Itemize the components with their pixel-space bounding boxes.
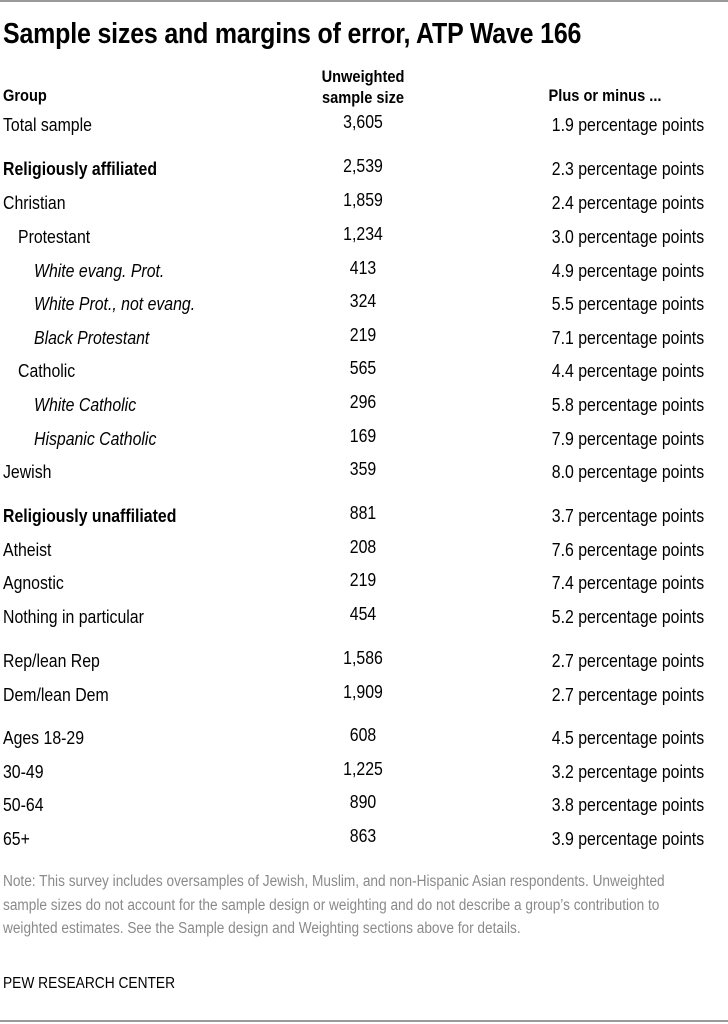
group-label: Total sample	[3, 115, 92, 135]
margin-of-error-value: 2.7 percentage points	[551, 651, 704, 671]
sample-size-value: 1,234	[343, 224, 383, 244]
table-row	[0, 503, 728, 534]
group-label: Catholic	[18, 361, 76, 381]
sample-size-value: 565	[349, 358, 377, 378]
table-row	[0, 291, 728, 322]
margin-of-error-value: 1.9 percentage points	[551, 115, 704, 135]
sample-size-value: 3,605	[343, 112, 383, 132]
group-label: 50-64	[3, 795, 44, 815]
group-label: Jewish	[3, 462, 52, 482]
margin-of-error-value: 3.7 percentage points	[551, 506, 704, 526]
group-label: Religiously affiliated	[3, 159, 158, 179]
column-header-group: Group	[3, 86, 47, 105]
table-row	[0, 224, 728, 255]
sample-size-value: 169	[349, 426, 377, 446]
group-label: Nothing in particular	[3, 607, 144, 627]
margin-of-error-value: 7.9 percentage points	[551, 429, 704, 449]
group-label: 30-49	[3, 762, 44, 782]
sample-size-value: 359	[349, 459, 377, 479]
sample-size-value: 1,909	[343, 682, 383, 702]
table-row	[0, 258, 728, 289]
group-label: Christian	[3, 193, 66, 213]
sample-size-value: 296	[349, 392, 377, 412]
margin-of-error-value: 3.8 percentage points	[551, 795, 704, 815]
margin-of-error-value: 4.5 percentage points	[551, 728, 704, 748]
margin-of-error-value: 2.4 percentage points	[551, 193, 704, 213]
sample-size-value: 324	[349, 291, 377, 311]
sample-size-value: 890	[349, 792, 377, 812]
table-row	[0, 459, 728, 490]
group-label: Agnostic	[3, 573, 64, 593]
bottom-rule	[0, 1020, 728, 1022]
sample-size-value: 454	[349, 604, 377, 624]
group-label: Rep/lean Rep	[3, 651, 100, 671]
group-label: White Prot., not evang.	[34, 294, 196, 314]
group-label: Protestant	[18, 227, 91, 247]
group-label: Ages 18-29	[3, 728, 85, 748]
margin-of-error-value: 7.4 percentage points	[551, 573, 704, 593]
table-row	[0, 570, 728, 601]
sample-size-value: 219	[349, 325, 377, 345]
sample-size-value: 1,225	[343, 759, 383, 779]
sample-size-value: 413	[349, 258, 377, 278]
table-row	[0, 156, 728, 187]
margin-of-error-value: 3.9 percentage points	[551, 829, 704, 849]
margin-of-error-value: 3.2 percentage points	[551, 762, 704, 782]
table-row	[0, 648, 728, 679]
group-label: Hispanic Catholic	[34, 429, 157, 449]
margin-of-error-value: 3.0 percentage points	[551, 227, 704, 247]
column-header-sample-size-line1: Unweighted	[321, 67, 405, 86]
table-row	[0, 604, 728, 635]
group-label: Religiously unaffiliated	[3, 506, 177, 526]
table-row	[0, 112, 728, 143]
margin-of-error-value: 7.1 percentage points	[551, 328, 704, 348]
table-row	[0, 725, 728, 756]
table-row	[0, 426, 728, 457]
column-header-sample-size	[277, 66, 449, 108]
table-row	[0, 537, 728, 568]
margin-of-error-value: 7.6 percentage points	[551, 540, 704, 560]
table-row	[0, 759, 728, 790]
table-row	[0, 190, 728, 221]
sample-size-value: 219	[349, 570, 377, 590]
sample-size-value: 608	[349, 725, 377, 745]
top-rule	[0, 0, 728, 2]
table-row	[0, 325, 728, 356]
table-title: Sample sizes and margins of error, ATP Wave 166	[3, 18, 582, 50]
table-row	[0, 792, 728, 823]
table-row	[0, 358, 728, 389]
table-row	[0, 682, 728, 713]
group-label: 65+	[3, 829, 30, 849]
column-header-sample-size-line2: sample size	[321, 88, 405, 107]
margin-of-error-value: 4.4 percentage points	[551, 361, 704, 381]
margin-of-error-value: 5.8 percentage points	[551, 395, 704, 415]
margin-of-error-value: 5.2 percentage points	[551, 607, 704, 627]
margin-of-error-value: 2.7 percentage points	[551, 685, 704, 705]
margin-of-error-value: 8.0 percentage points	[551, 462, 704, 482]
footnote: Note: This survey includes oversamples of Jewish, Muslim, and non-Hispanic Asian respondents. Unweighted sample sizes do not account for the sample design or weighting and do not describe a group’s contribution to weighted estimates. See the Sample design and Weighting sections above for details.	[3, 873, 665, 937]
sample-size-value: 863	[349, 826, 377, 846]
group-label: White Catholic	[34, 395, 137, 415]
source-credit: PEW RESEARCH CENTER	[3, 975, 176, 992]
group-label: Atheist	[3, 540, 52, 560]
sample-size-value: 881	[349, 503, 377, 523]
group-label: White evang. Prot.	[34, 261, 165, 281]
margin-of-error-value: 4.9 percentage points	[551, 261, 704, 281]
sample-size-value: 208	[349, 537, 377, 557]
group-label: Dem/lean Dem	[3, 685, 109, 705]
sample-size-value: 1,586	[343, 648, 383, 668]
group-label: Black Protestant	[34, 328, 150, 348]
table-row	[0, 826, 728, 857]
sample-size-value: 1,859	[343, 190, 383, 210]
table-row	[0, 392, 728, 423]
margin-of-error-value: 5.5 percentage points	[551, 294, 704, 314]
margin-of-error-value: 2.3 percentage points	[551, 159, 704, 179]
sample-size-value: 2,539	[343, 156, 383, 176]
column-header-margin-of-error: Plus or minus ...	[548, 86, 662, 105]
